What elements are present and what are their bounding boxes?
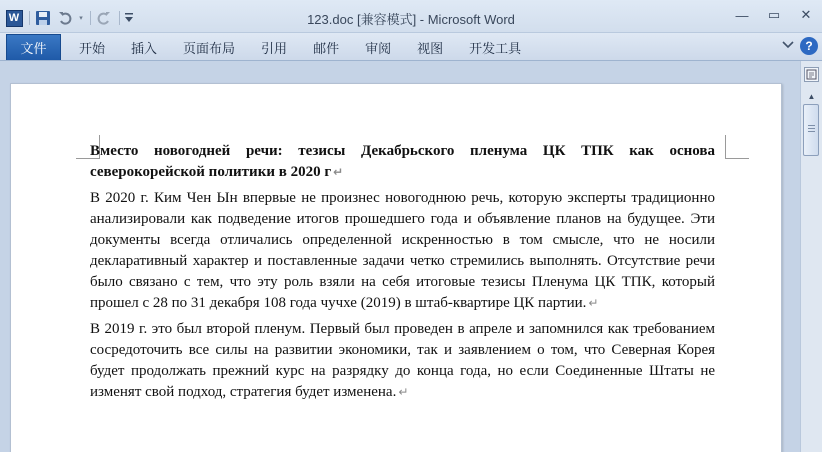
tab-view[interactable]: 视图: [417, 40, 444, 56]
heading-text: Вместо новогодней речи: тезисы Декабрьского пленума ЦК ТПК как основа северокорейской политики в 2020 г: [90, 143, 715, 180]
tab-insert[interactable]: 插入: [131, 40, 158, 56]
window-title: 123.doc [兼容模式] - Microsoft Word: [307, 12, 515, 27]
tab-developer[interactable]: 开发工具: [469, 40, 522, 56]
title-bar: [0, 0, 822, 33]
paragraph-2-text: В 2019 г. это был второй пленум. Первый был проведен в апреле и запомнился как требованием сосредоточить все силы на развитии экономики, так и заявлением о том, что Северная Корея будет продолжать прежний курс на разрядку до конца года, но если Соединенные Штаты не изменят свой подход, стратегия будет изменена.: [90, 321, 715, 400]
restore-button[interactable]: ▭: [767, 7, 781, 22]
help-icon[interactable]: ?: [800, 37, 818, 55]
document-paragraph: [90, 319, 715, 403]
scroll-up-icon[interactable]: ▲: [807, 91, 816, 101]
margin-mark-top-right: [725, 135, 749, 159]
scroll-thumb[interactable]: [803, 104, 819, 156]
word-logo: W: [6, 10, 23, 27]
vertical-scrollbar[interactable]: [800, 61, 822, 452]
ribbon-tab-bar: [0, 33, 822, 61]
ribbon-right-controls: [782, 37, 818, 55]
tab-references[interactable]: 引用: [261, 40, 288, 56]
close-button[interactable]: ✕: [800, 7, 812, 22]
paragraph-1-text: В 2020 г. Ким Чен Ын впервые не произнес новогоднюю речь, которую эксперты традиционно анализировали как подведение итогов прошедшего года и объявление планов на будущее. Эти документы всегда отличались определенной искренностью в том смысле, что не носили декларативный характер и поставленные задачи четко стремились выполнять. Отсутствие речи было связано с тем, что эту роль взяли на себя итоговые тезисы Пленума ЦК ТПК, который прошел с 28 по 31 декабря 108 года чучхе (2019) в штаб-квартире ЦК партии.: [90, 190, 715, 311]
grip-line: [808, 125, 815, 126]
window-controls: [726, 4, 822, 26]
view-ruler-icon[interactable]: [804, 67, 819, 82]
document-paragraph: [90, 188, 715, 314]
tab-page-layout[interactable]: 页面布局: [183, 40, 236, 56]
minimize-button[interactable]: —: [735, 7, 749, 23]
paragraph-mark: ↵: [588, 296, 599, 310]
minimize-ribbon-icon[interactable]: [782, 39, 794, 53]
grip-line: [808, 131, 815, 132]
paragraph-mark: ↵: [333, 165, 344, 179]
undo-dropdown-icon[interactable]: ▾: [79, 15, 83, 22]
tab-home[interactable]: 开始: [79, 40, 106, 56]
document-body[interactable]: [90, 141, 715, 408]
paragraph-mark: ↵: [398, 385, 409, 399]
document-heading: [90, 141, 715, 183]
tab-review[interactable]: 审阅: [365, 40, 392, 56]
grip-line: [808, 128, 815, 129]
ribbon-tabs: [66, 33, 534, 61]
tab-mailings[interactable]: 邮件: [313, 40, 340, 56]
document-workspace: [0, 61, 800, 452]
tab-file[interactable]: 文件: [6, 34, 61, 60]
